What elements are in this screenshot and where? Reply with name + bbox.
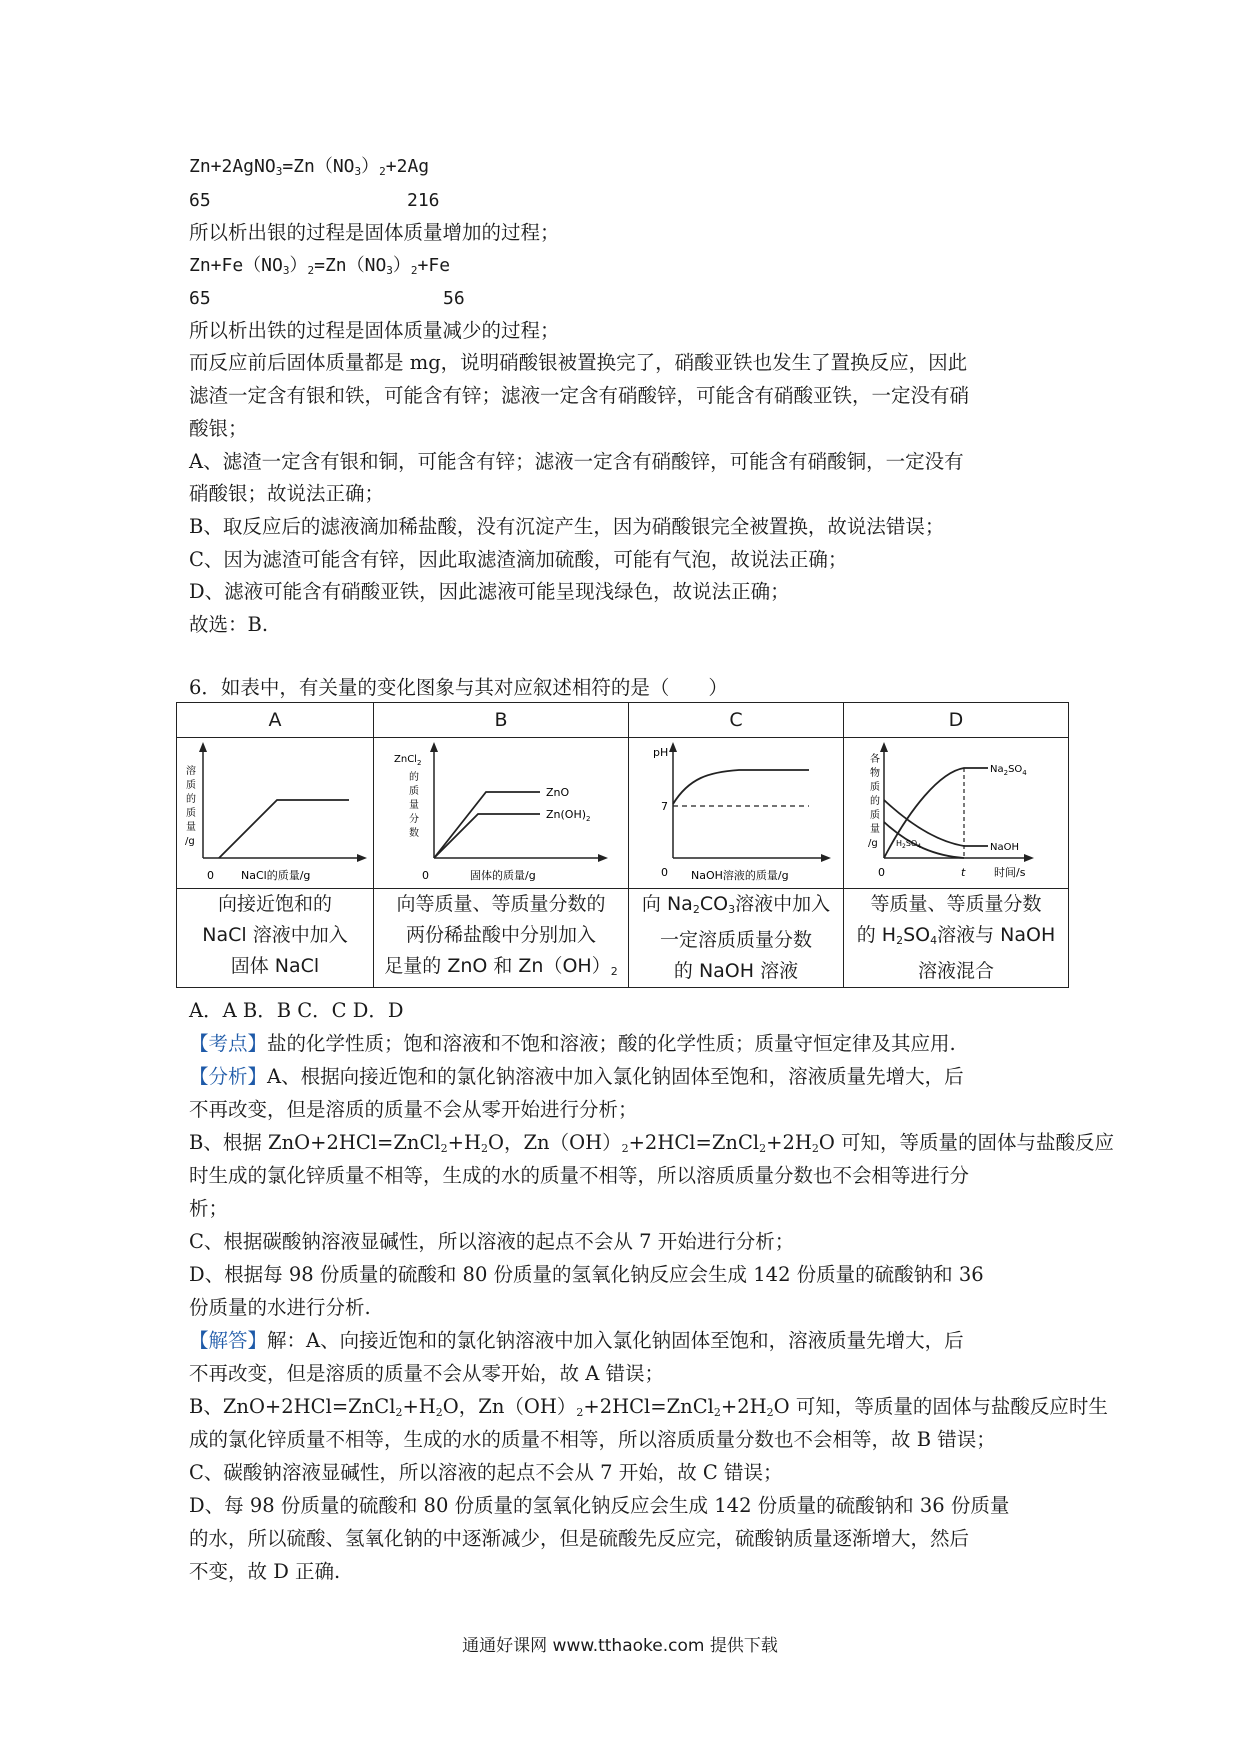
text-line: 不再改变，但是溶质的质量不会从零开始进行分析； — [189, 1098, 638, 1121]
y-axis-label: pH — [653, 746, 669, 759]
graph-d-cell — [844, 738, 1069, 889]
mass-ratio-row-2: 65 56 — [189, 288, 465, 309]
y-label-char: 量 — [409, 800, 419, 811]
text-line: B、取反应后的滤液滴加稀盐酸，没有沉淀产生，因为硝酸银完全被置换，故说法错误； — [189, 515, 945, 538]
text-line: 析； — [189, 1197, 229, 1220]
series-label-h2so4: $H_2SO_4$ — [896, 839, 922, 850]
y-label-char: 物 — [870, 768, 880, 779]
kaodian-line: 【考点】盐的化学性质；饱和溶液和不饱和溶液；酸的化学性质；质量守恒定律及其应用. — [189, 1032, 956, 1055]
answer-options: A．A B．B C．C D．D — [189, 999, 404, 1022]
y-label-char: 的 — [870, 796, 880, 807]
series-label-naoh: NaOH — [990, 842, 1019, 853]
graph-c — [629, 738, 843, 888]
text-line: 而反应前后固体质量都是 mg，说明硝酸银被置换完了，硝酸亚铁也发生了置换反应，因此 — [189, 351, 968, 374]
mass-ratio-row-1: 65 216 — [189, 190, 440, 211]
y-label-char: 分 — [409, 814, 419, 825]
x-axis-label: 固体的质量/g — [470, 869, 536, 882]
graph-b — [374, 738, 628, 888]
origin-label: 0 — [661, 866, 668, 879]
text-line: D、根据每 98 份质量的硫酸和 80 份质量的氢氧化钠反应会生成 142 份质量的硫酸钠和 36 — [189, 1263, 984, 1286]
t-label: t — [961, 866, 966, 879]
y-label-char: /g — [868, 838, 878, 849]
x-axis-label: NaCl的质量/g — [241, 869, 311, 882]
graph-a — [177, 738, 373, 888]
origin-label: 0 — [207, 869, 214, 882]
y-label-char: 量 — [870, 824, 880, 835]
text-line: 所以析出银的过程是固体质量增加的过程； — [189, 221, 560, 244]
question-6-stem: 6．如表中，有关量的变化图象与其对应叙述相符的是（ ） — [189, 676, 728, 699]
text-line: C、因为滤渣可能含有锌，因此取滤渣滴加硫酸，可能有气泡，故说法正确； — [189, 548, 848, 571]
question-6-table — [176, 702, 1069, 988]
y-label-char: /g — [185, 836, 195, 847]
y-label-char: 数 — [409, 828, 419, 839]
y-label-char: 质 — [186, 808, 196, 819]
text-line: 滤渣一定含有银和铁，可能含有锌；滤液一定含有硝酸锌，可能含有硝酸亚铁，一定没有硝 — [189, 384, 970, 407]
desc-a: 向接近饱和的 NaCl 溶液中加入 固体 NaCl — [177, 889, 374, 988]
text-line: 酸银； — [189, 417, 248, 440]
series-label-znoh2: $Zn(OH)_2$ — [546, 808, 591, 823]
series-label-zno: ZnO — [546, 786, 570, 799]
desc-d: 等质量、等质量分数 的 $H_2SO_4$溶液与 NaOH 溶液混合 — [844, 889, 1069, 988]
y-label-char: 的 — [186, 794, 196, 805]
y-label-char: 各 — [870, 754, 880, 765]
text-line: B、$ZnO+2HCl=ZnCl_2+H_2O$，$Zn(OH)_2+2HCl=ZnCl_2+2H_2O$ 可知，等质量的固体与盐酸反应时生 — [189, 1395, 1108, 1419]
graph-b-cell — [374, 738, 629, 889]
text-line: 时生成的氯化锌质量不相等，生成的水的质量不相等，所以溶质质量分数也不会相等进行分 — [189, 1164, 970, 1187]
text-line: B、根据 $ZnO+2HCl=ZnCl_2+H_2O$，$Zn(OH)_2+2HCl=ZnCl_2+2H_2O$ 可知，等质量的固体与盐酸反应 — [189, 1131, 1115, 1155]
text-line: 成的氯化锌质量不相等，生成的水的质量不相等，所以溶质质量分数也不会相等，故 B 错误； — [189, 1428, 996, 1451]
curve-solution-mass — [219, 800, 349, 858]
equation-zn-agno3: $Zn+2AgNO_3=Zn(NO_3)_2+2Ag$ — [189, 156, 430, 178]
reference-label: 7 — [661, 800, 668, 813]
text-line: C、根据碳酸钠溶液显碱性，所以溶液的起点不会从 7 开始进行分析； — [189, 1230, 795, 1253]
equation-zn-feno3: $Zn+Fe(NO_3)_2=Zn(NO_3)_2+Fe$ — [189, 255, 451, 277]
text-line: D、每 98 份质量的硫酸和 80 份质量的氢氧化钠反应会生成 142 份质量的硫酸钠和 36 份质量 — [189, 1494, 1010, 1517]
graph-d — [844, 738, 1068, 888]
origin-label: 0 — [422, 869, 429, 882]
fenxi-line: 【分析】A、根据向接近饱和的氯化钠溶液中加入氯化钠固体至饱和，溶液质量先增大，后 — [189, 1065, 964, 1088]
text-line: D、滤液可能含有硝酸亚铁，因此滤液可能呈现浅绿色，故说法正确； — [189, 580, 790, 603]
curve-zno — [434, 792, 540, 858]
col-head-b: B — [374, 703, 629, 738]
text-line: 硝酸银；故说法正确； — [189, 482, 385, 505]
page-footer: 通通好课网 www.tthaoke.com 提供下载 — [462, 1636, 778, 1656]
curve-ph — [673, 770, 809, 804]
col-head-a: A — [177, 703, 374, 738]
text-line: 故选：B. — [189, 613, 269, 636]
y-label-char: 质 — [870, 810, 880, 821]
y-label-char: 质 — [186, 780, 196, 791]
y-label-char: 质 — [870, 782, 880, 793]
jieda-line: 【解答】解：A、向接近饱和的氯化钠溶液中加入氯化钠固体至饱和，溶液质量先增大，后 — [189, 1329, 964, 1352]
desc-b: 向等质量、等质量分数的 两份稀盐酸中分别加入 足量的 ZnO 和 $Zn(OH)_2$ — [374, 889, 629, 988]
text-line: C、碳酸钠溶液显碱性，所以溶液的起点不会从 7 开始，故 C 错误； — [189, 1461, 783, 1484]
curve-znoh2 — [434, 814, 540, 858]
origin-label: 0 — [878, 866, 885, 879]
x-axis-label: 时间/s — [994, 866, 1026, 879]
y-label-char: 质 — [409, 786, 419, 797]
y-label-char: 溶 — [186, 766, 196, 777]
graph-c-cell — [629, 738, 844, 889]
x-axis-label: NaOH溶液的质量/g — [691, 869, 789, 882]
text-line: A、滤渣一定含有银和铜，可能含有锌；滤液一定含有硝酸锌，可能含有硝酸铜，一定没有 — [189, 450, 964, 473]
y-label-top: ZnCl$_2$ — [394, 754, 422, 767]
text-line: 不再改变，但是溶质的质量不会从零开始，故 A 错误； — [189, 1362, 664, 1385]
graph-a-cell — [177, 738, 374, 889]
y-label-char: 的 — [409, 772, 419, 783]
y-label-char: 量 — [186, 822, 196, 833]
desc-c: 向 $Na_2CO_3$溶液中加入 一定溶质质量分数 的 NaOH 溶液 — [629, 889, 844, 988]
col-head-c: C — [629, 703, 844, 738]
series-label-na2so4: $Na_2SO_4$ — [990, 764, 1027, 777]
text-line: 所以析出铁的过程是固体质量减少的过程； — [189, 319, 560, 342]
text-line: 的水，所以硫酸、氢氧化钠的中逐渐减少，但是硫酸先反应完，硫酸钠质量逐渐增大，然后 — [189, 1527, 970, 1550]
text-line: 不变，故 D 正确. — [189, 1560, 341, 1583]
text-line: 份质量的水进行分析. — [189, 1296, 371, 1319]
col-head-d: D — [844, 703, 1069, 738]
